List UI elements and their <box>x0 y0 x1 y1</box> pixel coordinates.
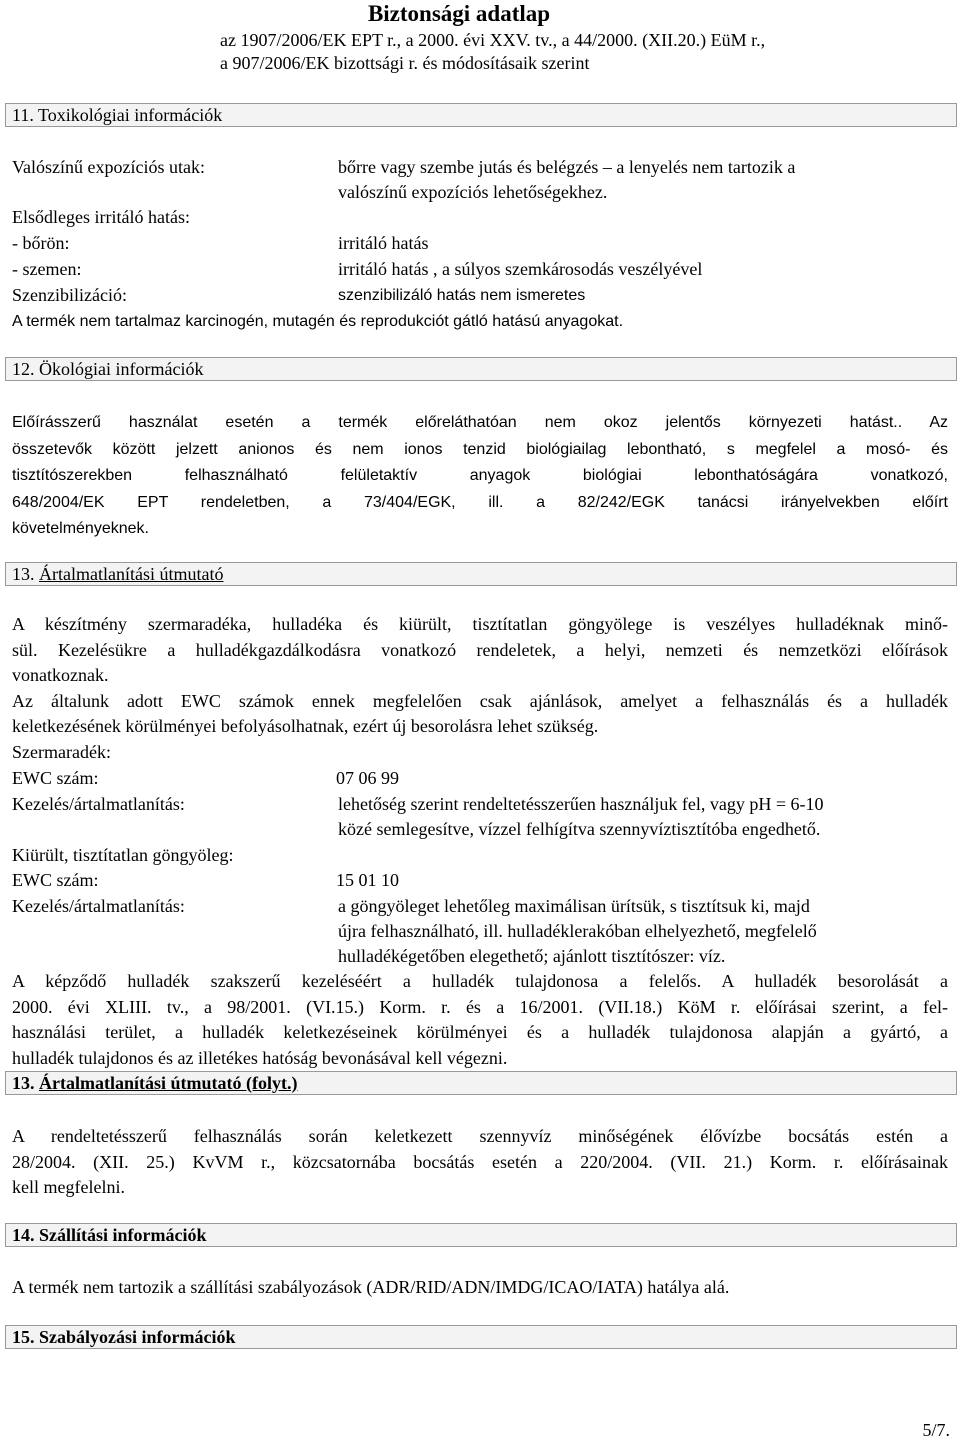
regulation-line-2: a 907/2006/EK bizottsági r. és módosításaik szerint <box>220 53 590 73</box>
ewc-label-1: EWC szám: <box>12 768 99 788</box>
section-13-number: 13. <box>12 564 35 584</box>
treatment-label-2: Kezelés/ártalmatlanítás: <box>12 896 185 916</box>
eye-label: - szemen: <box>12 259 82 279</box>
ewc-label-2: EWC szám: <box>12 870 99 890</box>
document-title: Biztonsági adatlap <box>367 1 551 26</box>
section-12-heading <box>5 357 957 381</box>
primary-irritation-label: Elsődleges irritáló hatás: <box>12 207 190 227</box>
section-13-heading <box>5 562 957 586</box>
section-13-paragraph-1 <box>12 612 948 740</box>
residue-label: Szermaradék: <box>12 742 111 762</box>
ewc-value-1: 07 06 99 <box>336 768 399 788</box>
section-12-title: Ökológiai információk <box>39 359 204 379</box>
packaging-label: Kiürült, tisztítatlan göngyöleg: <box>12 845 234 865</box>
treatment-value-1b: közé semlegesítve, vízzel felhígítva szennyvíztisztítóba engedhető. <box>338 819 821 839</box>
exposure-value-1: bőrre vagy szembe jutás és belégzés – a lenyelés nem tartozik a <box>338 157 796 177</box>
carcinogen-note: A termék nem tartalmaz karcinogén, mutagén és reprodukciót gátló hatású anyagokat. <box>12 313 624 330</box>
skin-label: - bőrön: <box>12 233 70 253</box>
text-line: 648/2004/EK EPT rendeletben, a 73/404/EGK, ill. a 82/242/EGK tanácsi irányelvekben előírt <box>12 493 948 511</box>
treatment-value-2a: a göngyöleget lehetőleg maximálisan ürítsük, s tisztítsuk ki, majd <box>338 896 810 916</box>
text-line: követelményeknek. <box>12 520 149 537</box>
text-line: Az általunk adott EWC számok ennek megfelelően csak ajánlások, amelyet a felhasználás és a hulladék <box>12 690 948 711</box>
section-13-continued-number: 13. <box>12 1073 35 1093</box>
regulation-line-1: az 1907/2006/EK EPT r., a 2000. évi XXV. tv., a 44/2000. (XII.20.) EüM r., <box>220 30 766 50</box>
exposure-label: Valószínű expozíciós utak: <box>12 157 205 177</box>
text-line: A képződő hulladék szakszerű kezeléséért a hulladék tulajdonosa a felelős. A hulladék besorolását a <box>12 971 948 991</box>
treatment-value-1a: lehetőség szerint rendeltetésszerűen használjuk fel, vagy pH = 6-10 <box>338 794 824 814</box>
text-line: vonatkoznak. <box>12 665 109 685</box>
text-line: használási terület, a hulladék keletkezéseinek körülményei és a hulladék tulajdonosa alapján a gyártó, a <box>12 1022 948 1042</box>
section-14-heading <box>5 1223 957 1247</box>
sensitization-label: Szenzibilizáció: <box>12 285 127 305</box>
ewc-value-2: 15 01 10 <box>336 870 399 890</box>
section-15-heading <box>5 1325 957 1349</box>
text-line: 2000. évi XLIII. tv., a 98/2001. (VI.15.) Korm. r. és a 16/2001. (VII.18.) KöM r. előírásai szerint, a fel- <box>12 996 948 1017</box>
section-13-continued-paragraph <box>12 1124 948 1201</box>
text-line: A készítmény szermaradéka, hulladéka és kiürült, tisztítatlan göngyölege is veszélyes hulladéknak minő- <box>12 614 948 634</box>
section-13-title: Ártalmatlanítási útmutató <box>39 564 224 584</box>
section-14-title: 14. Szállítási információk <box>12 1225 207 1245</box>
eye-value: irritáló hatás , a súlyos szemkárosodás veszélyével <box>338 259 703 279</box>
text-line: keletkezésének körülményei befolyásolhatnak, ezért új besorolásra lehet szükség. <box>12 716 599 736</box>
treatment-value-2b: újra felhasználható, ill. hulladéklerakóban elhelyezhető, megfelelő <box>338 921 817 941</box>
section-13-continued-title: Ártalmatlanítási útmutató (folyt.) <box>39 1073 298 1093</box>
text-line: Előírásszerű használat esetén a termék előreláthatóan nem okoz jelentős környezeti hatást.. Az <box>12 414 948 431</box>
text-line: összetevők között jelzett anionos és nem ionos tenzid biológiailag lebontható, s megfelel a mosó- és <box>12 440 948 458</box>
section-13-continued-heading <box>5 1071 957 1095</box>
exposure-value-2: valószínű expozíciós lehetőségekhez. <box>338 182 608 202</box>
treatment-value-2c: hulladékégetőben elegethető; ajánlott tisztítószer: víz. <box>338 946 726 966</box>
section-13-paragraph-3 <box>12 969 948 1071</box>
text-line: sül. Kezelésükre a hulladékgazdálkodásra vonatkozó rendeletek, a helyi, nemzeti és nemzetközi előírások <box>12 639 948 660</box>
section-15-title: 15. Szabályozási információk <box>12 1327 236 1347</box>
text-line: A rendeltetésszerű felhasználás során keletkezett szennyvíz minőségének élővízbe bocsátás estén a <box>12 1126 948 1146</box>
transport-note: A termék nem tartozik a szállítási szabályozások (ADR/RID/ADN/IMDG/ICAO/IATA) hatálya alá. <box>12 1277 730 1297</box>
text-line: kell megfelelni. <box>12 1177 125 1197</box>
page-number: 5/7. <box>922 1420 950 1440</box>
skin-value: irritáló hatás <box>338 233 429 253</box>
section-12-paragraph <box>12 410 948 543</box>
text-line: 28/2004. (XII. 25.) KvVM r., közcsatornába bocsátás esetén a 220/2004. (VII. 21.) Korm. r. előírásainak <box>12 1151 948 1172</box>
text-line: tisztítószerekben felhasználható felületaktív anyagok biológiai lebonthatóságára vonatkozó, <box>12 467 948 484</box>
section-12-number: 12. <box>12 359 35 379</box>
section-11-heading <box>5 103 957 127</box>
text-line: hulladék tulajdonos és az illetékes hatóság bevonásával kell végezni. <box>12 1047 508 1068</box>
treatment-label-1: Kezelés/ártalmatlanítás: <box>12 794 185 814</box>
section-11-title: 11. Toxikológiai információk <box>12 105 223 125</box>
sensitization-value: szenzibilizáló hatás nem ismeretes <box>338 287 586 304</box>
